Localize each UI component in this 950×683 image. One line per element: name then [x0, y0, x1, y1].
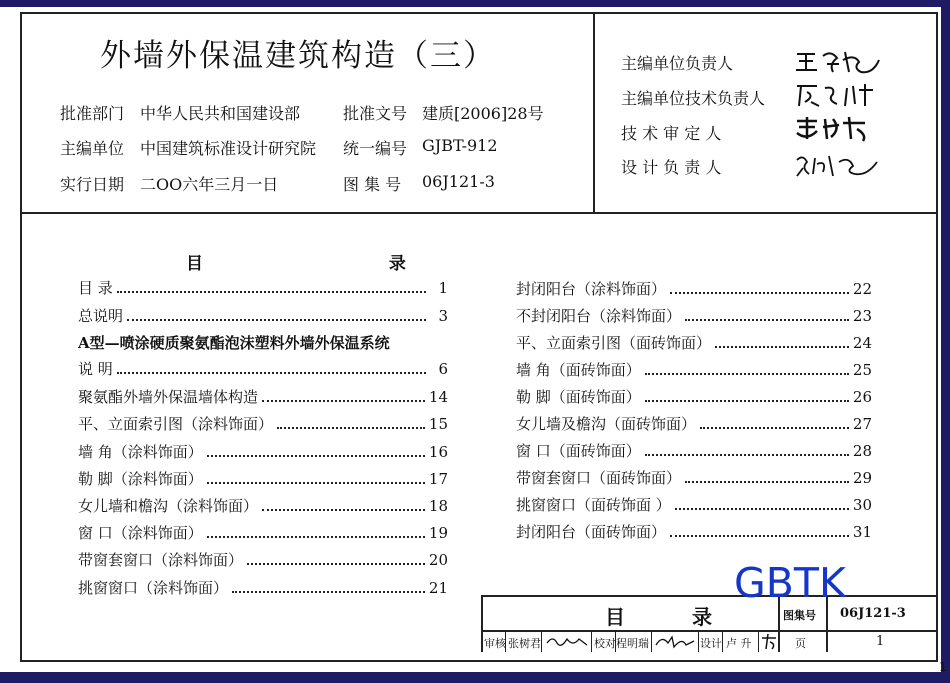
toc-leader	[670, 282, 849, 294]
toc-leader	[207, 526, 425, 538]
toc-entry-label: 封闭阳台（涂料饰面）	[516, 280, 667, 298]
header-vertical-separator	[593, 12, 595, 213]
toc-entry-page: 3	[438, 307, 448, 325]
edge-page-mark: 1	[939, 660, 947, 674]
toc-entry-page: 26	[852, 388, 872, 406]
effective-date: 二OO六年三月一日	[140, 175, 279, 194]
toc-leader	[207, 472, 425, 484]
toc-entry	[516, 359, 872, 381]
toc-entry-page: 30	[852, 496, 872, 514]
toc-entry-page: 6	[438, 360, 448, 378]
chief-editor-tech-head-label: 主编单位技术负责人	[621, 89, 766, 108]
title-block-atlas-label: 图集号	[783, 609, 816, 622]
toc-leader	[117, 281, 426, 293]
check-name: 程明瑞	[616, 637, 649, 650]
toc-entry-label: 不封闭阳台（涂料饰面）	[516, 307, 682, 325]
toc-entry	[78, 358, 448, 380]
toc-entry-label: 带窗套窗口（涂料饰面）	[78, 551, 244, 569]
toc-entry	[516, 305, 872, 327]
toc-entry	[78, 549, 448, 571]
document-title: 外墙外保温建筑构造（三）	[100, 38, 496, 74]
chief-editor-unit-head-label: 主编单位负责人	[621, 54, 734, 73]
toc-entry	[516, 494, 872, 516]
title-block-cell-line	[591, 631, 592, 652]
check-signature	[654, 633, 696, 650]
toc-entry-label: 目 录	[78, 279, 113, 297]
toc-leader	[685, 309, 849, 321]
signature-2	[793, 80, 883, 110]
toc-entry-label: 挑窗窗口（面砖饰面 ）	[516, 496, 671, 514]
toc-entry-page: 1	[438, 279, 448, 297]
title-block-cell-line	[698, 631, 699, 652]
toc-entry-page: 20	[428, 551, 448, 569]
toc-entry-label: 带窗套窗口（面砖饰面）	[516, 469, 682, 487]
right-border-strip	[941, 0, 950, 683]
toc-entry	[78, 413, 448, 435]
design-name: 卢 升	[726, 637, 752, 650]
toc-entry-page: 27	[852, 415, 872, 433]
toc-leader	[262, 390, 425, 402]
review-name: 张树君	[508, 637, 541, 650]
toc-entry	[516, 440, 872, 462]
toc-entry	[78, 577, 448, 599]
toc-entry-page: 31	[852, 523, 872, 541]
toc-entry-page: 15	[428, 415, 448, 433]
toc-entry-page: 24	[852, 334, 872, 352]
editor-unit: 中国建筑标准设计研究院	[140, 139, 317, 158]
toc-entry-page: 19	[428, 524, 448, 542]
title-block-title: 目 录	[605, 605, 742, 629]
signature-1	[793, 46, 883, 76]
title-block-atlas-no: 06J121-3	[840, 606, 906, 621]
title-block-cell-line	[541, 631, 542, 652]
toc-entry-page: 16	[428, 443, 448, 461]
toc-entry-page: 17	[428, 470, 448, 488]
header-separator	[20, 212, 938, 214]
toc-title: 目 录	[186, 254, 496, 274]
toc-entry-label: 平、立面索引图（涂料饰面）	[78, 415, 274, 433]
approval-doc: 建质[2006]28号	[422, 104, 544, 123]
toc-entry-label: 聚氨酯外墙外保温墙体构造	[78, 388, 259, 406]
uniform-no-label: 统一编号	[343, 139, 408, 158]
toc-entry	[78, 441, 448, 463]
toc-leader	[715, 336, 849, 348]
toc-entry-page: 25	[852, 361, 872, 379]
toc-entry	[78, 468, 448, 490]
toc-leader	[207, 445, 425, 457]
toc-entry-label: 勒 脚（涂料饰面）	[78, 470, 203, 488]
atlas-no: 06J121-3	[422, 172, 495, 191]
toc-entry	[516, 386, 872, 408]
toc-entry-page: 14	[428, 388, 448, 406]
toc-entry-label: 女儿墙和檐沟（涂料饰面）	[78, 497, 259, 515]
toc-entry	[78, 386, 448, 408]
review-label: 审核	[484, 637, 506, 650]
toc-entry-page: 22	[852, 280, 872, 298]
title-block-row-line	[481, 630, 938, 632]
title-block-cell-line	[722, 631, 723, 652]
uniform-no: GJBT-912	[422, 136, 498, 155]
toc-entry	[516, 278, 872, 300]
toc-entry-label: 挑窗窗口（涂料饰面）	[78, 579, 229, 597]
toc-entry	[78, 277, 448, 299]
effective-date-label: 实行日期	[60, 175, 125, 194]
toc-entry-label: 总说明	[78, 307, 124, 325]
toc-entry-page: 18	[428, 497, 448, 515]
toc-entry	[78, 495, 448, 517]
approval-dept-label: 批准部门	[60, 104, 125, 123]
toc-leader	[262, 499, 425, 511]
toc-entry	[516, 413, 872, 435]
toc-entry-page: 28	[852, 442, 872, 460]
toc-leader	[277, 417, 425, 429]
signature-4	[793, 150, 883, 180]
editor-unit-label: 主编单位	[60, 139, 125, 158]
toc-leader	[232, 581, 425, 593]
toc-entry-label: 窗 口（面砖饰面）	[516, 442, 641, 460]
toc-leader	[675, 498, 849, 510]
toc-leader	[247, 553, 425, 565]
design-label: 设计	[700, 637, 722, 650]
toc-leader	[117, 362, 426, 374]
bottom-border-strip	[0, 672, 950, 683]
toc-entry	[516, 467, 872, 489]
toc-entry	[78, 522, 448, 544]
toc-entry-label: 墙 角（面砖饰面）	[516, 361, 641, 379]
design-head-label: 设 计 负 责 人	[621, 158, 722, 177]
toc-entry-page: 21	[428, 579, 448, 597]
top-border-strip	[0, 0, 950, 7]
approval-dept: 中华人民共和国建设部	[140, 104, 301, 123]
toc-entry-label: 勒 脚（面砖饰面）	[516, 388, 641, 406]
toc-entry	[516, 521, 872, 543]
title-block-cell-line	[758, 631, 759, 652]
toc-entry	[78, 305, 448, 327]
toc-entry-label: 封闭阳台（面砖饰面）	[516, 523, 667, 541]
toc-leader	[645, 390, 849, 402]
technical-reviewer-label: 技 术 审 定 人	[621, 124, 722, 143]
approval-doc-label: 批准文号	[343, 104, 408, 123]
page-number: 1	[876, 634, 885, 649]
toc-leader	[645, 363, 849, 375]
toc-entry-label: 说 明	[78, 360, 113, 378]
toc-entry-label: 墙 角（涂料饰面）	[78, 443, 203, 461]
toc-leader	[670, 525, 849, 537]
design-signature	[760, 632, 778, 651]
toc-entry-label: 女儿墙及檐沟（面砖饰面）	[516, 415, 697, 433]
check-label: 校对	[594, 637, 616, 650]
toc-entry-label: 窗 口（涂料饰面）	[78, 524, 203, 542]
page-label: 页	[795, 637, 806, 650]
review-signature	[545, 633, 589, 650]
toc-entry	[516, 332, 872, 354]
gbtk-watermark: GBTK	[734, 559, 846, 607]
toc-entry-page: 29	[852, 469, 872, 487]
atlas-no-label: 图 集 号	[343, 175, 402, 194]
signature-3	[793, 113, 883, 143]
title-block-cell-line	[651, 631, 652, 652]
toc-leader	[700, 417, 849, 429]
toc-leader	[127, 309, 426, 321]
toc-leader	[645, 444, 849, 456]
toc-leader	[685, 471, 849, 483]
toc-entry-page: 23	[852, 307, 872, 325]
toc-section-heading: A型—喷涂硬质聚氨酯泡沫塑料外墙外保温系统	[78, 334, 390, 352]
toc-entry-label: 平、立面索引图（面砖饰面）	[516, 334, 712, 352]
